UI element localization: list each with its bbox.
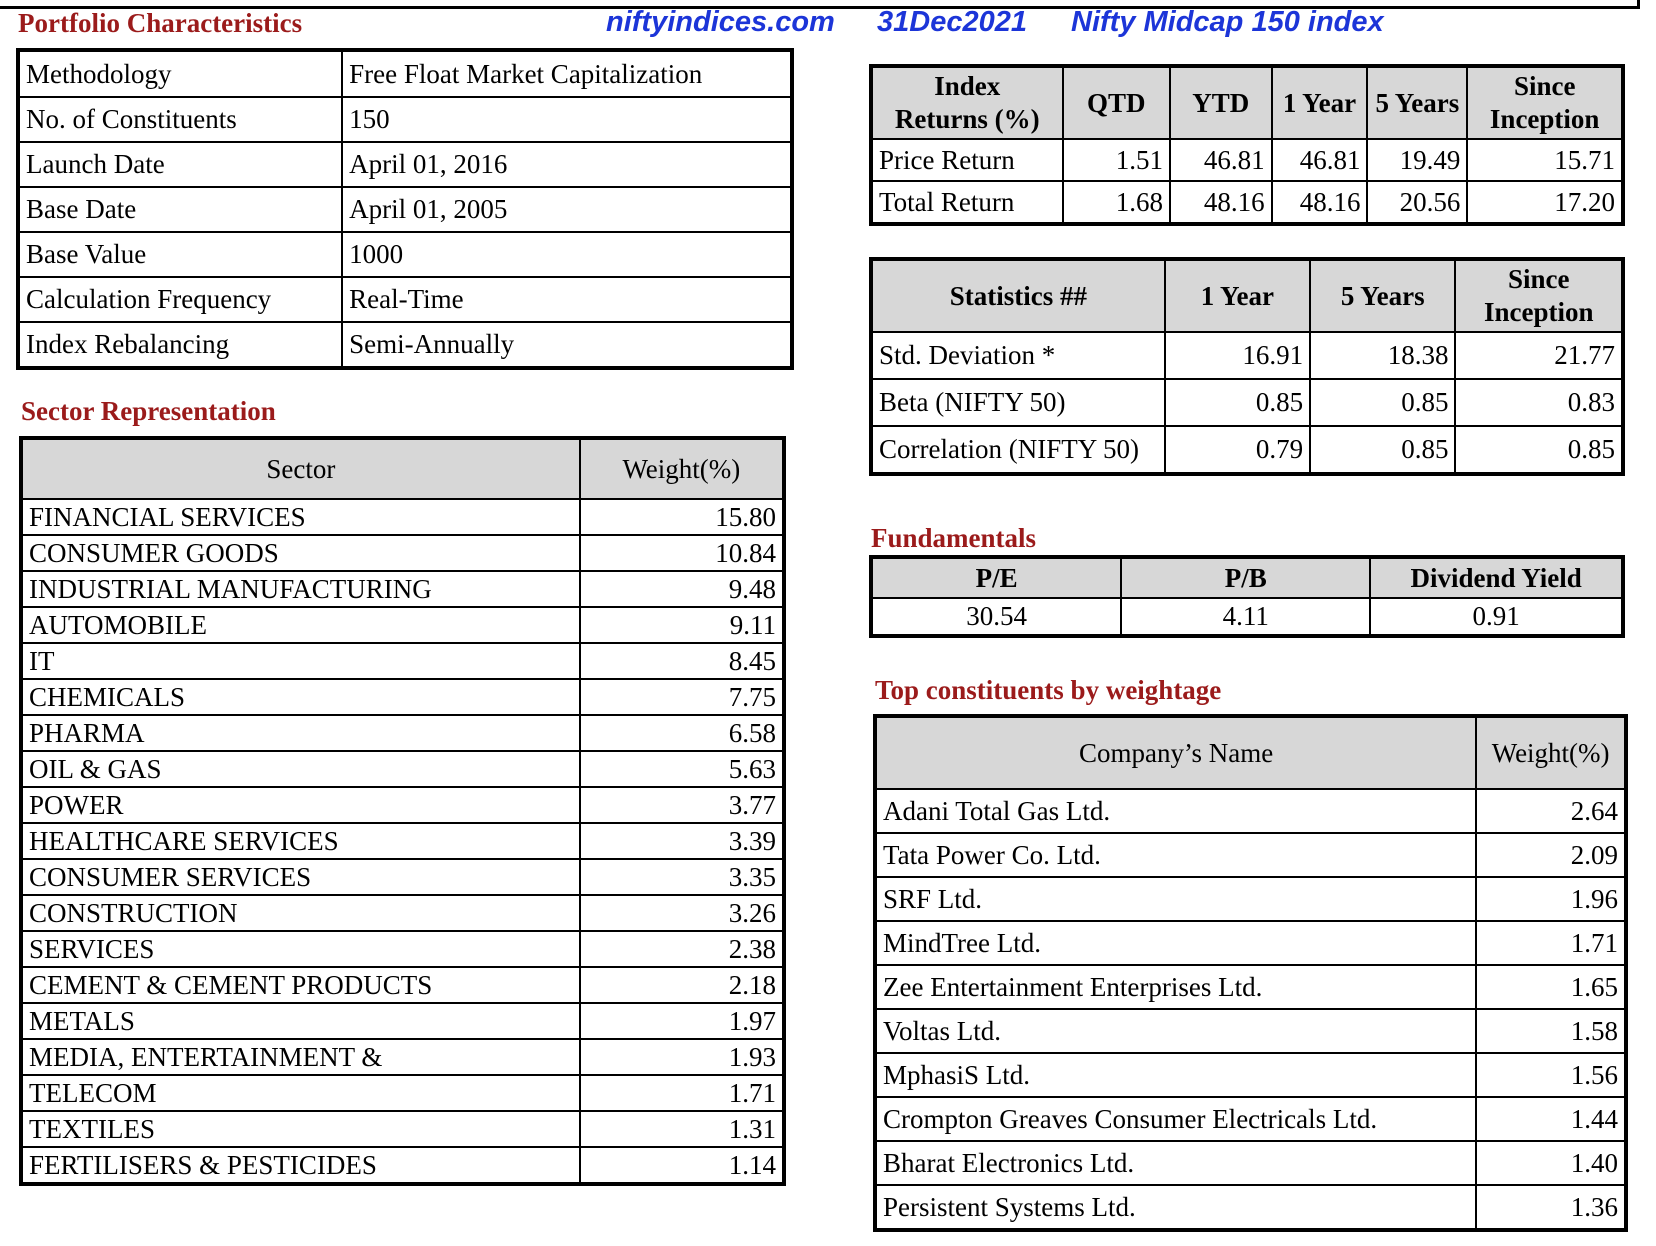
sector-name: OIL & GAS [22, 751, 580, 787]
company-weight: 2.09 [1476, 833, 1625, 877]
portfolio-value: 150 [342, 97, 791, 142]
constituent-row [876, 1053, 1625, 1097]
sector-weight: 1.93 [580, 1039, 783, 1075]
company-name: Bharat Electronics Ltd. [876, 1141, 1476, 1185]
sector-name: IT [22, 643, 580, 679]
stats-value: 0.85 [1310, 379, 1455, 426]
stats-label: Std. Deviation * [872, 332, 1165, 379]
stats-row [872, 426, 1622, 473]
portfolio-value: Free Float Market Capitalization [342, 51, 791, 97]
index-name: Nifty Midcap 150 index [1071, 6, 1384, 38]
portfolio-label: Methodology [19, 51, 342, 97]
fund-col-dividend-yield: Dividend Yield [1370, 558, 1622, 598]
col-since-inception: Since Inception [1467, 67, 1622, 139]
sector-weight: 1.31 [580, 1111, 783, 1147]
fundamentals-title: Fundamentals [871, 523, 1037, 553]
company-weight: 1.65 [1476, 965, 1625, 1009]
sector-name: AUTOMOBILE [22, 607, 580, 643]
col-qtd: QTD [1063, 67, 1170, 139]
sector-weight: 3.77 [580, 787, 783, 823]
sector-name: FERTILISERS & PESTICIDES [22, 1147, 580, 1183]
returns-value: 17.20 [1467, 181, 1622, 223]
sector-weight: 2.38 [580, 931, 783, 967]
sector-name: CONSTRUCTION [22, 895, 580, 931]
sector-row [22, 895, 783, 931]
returns-value: 48.16 [1170, 181, 1272, 223]
sector-weight: 1.71 [580, 1075, 783, 1111]
sector-weight: 3.35 [580, 859, 783, 895]
portfolio-row [19, 277, 791, 322]
portfolio-value: Semi-Annually [342, 322, 791, 367]
portfolio-row [19, 97, 791, 142]
returns-value: 46.81 [1272, 139, 1368, 181]
company-weight: 1.36 [1476, 1185, 1625, 1229]
stats-value: 0.85 [1310, 426, 1455, 473]
company-weight: 1.44 [1476, 1097, 1625, 1141]
sector-name: FINANCIAL SERVICES [22, 499, 580, 535]
col-ytd: YTD [1170, 67, 1272, 139]
report-date: 31Dec2021 [877, 6, 1027, 38]
fund-value-dividend-yield: 0.91 [1370, 598, 1622, 635]
const-weight-col-header: Weight(%) [1476, 717, 1625, 789]
constituents-table [875, 716, 1626, 1230]
sector-row [22, 571, 783, 607]
sector-name: PHARMA [22, 715, 580, 751]
fund-col-pb: P/B [1121, 558, 1370, 598]
stats-value: 0.79 [1165, 426, 1310, 473]
stats-value: 21.77 [1455, 332, 1622, 379]
fundamentals-table [871, 557, 1623, 636]
portfolio-row [19, 187, 791, 232]
returns-value: 48.16 [1272, 181, 1368, 223]
sector-weight: 5.63 [580, 751, 783, 787]
company-name: Tata Power Co. Ltd. [876, 833, 1476, 877]
portfolio-label: Base Value [19, 232, 342, 277]
sector-row [22, 1039, 783, 1075]
portfolio-label: Calculation Frequency [19, 277, 342, 322]
sector-row [22, 499, 783, 535]
sector-name: SERVICES [22, 931, 580, 967]
sector-row [22, 1111, 783, 1147]
stats-value: 18.38 [1310, 332, 1455, 379]
returns-row [872, 181, 1622, 223]
sector-weight: 8.45 [580, 643, 783, 679]
returns-value: 46.81 [1170, 139, 1272, 181]
stats-col-1year: 1 Year [1165, 260, 1310, 332]
stats-col-since-inception: Since Inception [1455, 260, 1622, 332]
weight-col-header: Weight(%) [580, 439, 783, 499]
sector-row [22, 715, 783, 751]
sector-weight: 3.39 [580, 823, 783, 859]
returns-label: Total Return [872, 181, 1063, 223]
company-name: SRF Ltd. [876, 877, 1476, 921]
col-5years: 5 Years [1367, 67, 1467, 139]
sector-weight: 6.58 [580, 715, 783, 751]
constituent-row [876, 1097, 1625, 1141]
constituent-row [876, 1141, 1625, 1185]
company-name: MindTree Ltd. [876, 921, 1476, 965]
sector-row [22, 1075, 783, 1111]
sector-weight: 9.11 [580, 607, 783, 643]
portfolio-value: April 01, 2005 [342, 187, 791, 232]
portfolio-value: Real-Time [342, 277, 791, 322]
sector-table [21, 438, 784, 1184]
company-weight: 1.40 [1476, 1141, 1625, 1185]
portfolio-title: Portfolio Characteristics [18, 8, 303, 38]
stats-value: 0.85 [1165, 379, 1310, 426]
portfolio-row [19, 322, 791, 367]
stats-label: Correlation (NIFTY 50) [872, 426, 1165, 473]
company-name: Voltas Ltd. [876, 1009, 1476, 1053]
sector-row [22, 787, 783, 823]
sector-title: Sector Representation [21, 396, 276, 426]
company-weight: 1.71 [1476, 921, 1625, 965]
statistics-table [871, 259, 1623, 474]
sector-name: TEXTILES [22, 1111, 580, 1147]
sector-row [22, 859, 783, 895]
portfolio-label: Base Date [19, 187, 342, 232]
sector-row [22, 931, 783, 967]
sector-row [22, 643, 783, 679]
sector-name: CEMENT & CEMENT PRODUCTS [22, 967, 580, 1003]
sector-row [22, 1003, 783, 1039]
returns-header: Index Returns (%) [872, 67, 1063, 139]
site-name: niftyindices.com [606, 6, 835, 38]
sector-row [22, 751, 783, 787]
returns-row [872, 139, 1622, 181]
returns-value: 1.51 [1063, 139, 1170, 181]
sector-name: INDUSTRIAL MANUFACTURING [22, 571, 580, 607]
company-weight: 1.58 [1476, 1009, 1625, 1053]
sector-row [22, 1147, 783, 1183]
company-name: Adani Total Gas Ltd. [876, 789, 1476, 833]
col-1year: 1 Year [1272, 67, 1368, 139]
returns-value: 15.71 [1467, 139, 1622, 181]
portfolio-row [19, 142, 791, 187]
sector-weight: 1.97 [580, 1003, 783, 1039]
sector-row [22, 823, 783, 859]
fund-value-pb: 4.11 [1121, 598, 1370, 635]
constituent-row [876, 1185, 1625, 1229]
company-weight: 1.56 [1476, 1053, 1625, 1097]
stats-row [872, 379, 1622, 426]
sector-name: POWER [22, 787, 580, 823]
returns-table [871, 66, 1623, 224]
portfolio-label: No. of Constituents [19, 97, 342, 142]
constituent-row [876, 921, 1625, 965]
sector-weight: 10.84 [580, 535, 783, 571]
constituent-row [876, 789, 1625, 833]
sector-weight: 3.26 [580, 895, 783, 931]
stats-value: 0.85 [1455, 426, 1622, 473]
sector-row [22, 679, 783, 715]
sector-col-header: Sector [22, 439, 580, 499]
company-name: Crompton Greaves Consumer Electricals Ltd. [876, 1097, 1476, 1141]
sector-name: METALS [22, 1003, 580, 1039]
returns-value: 20.56 [1367, 181, 1467, 223]
constituent-row [876, 1009, 1625, 1053]
constituent-row [876, 965, 1625, 1009]
sector-name: CONSUMER SERVICES [22, 859, 580, 895]
fund-col-pe: P/E [872, 558, 1121, 598]
portfolio-label: Index Rebalancing [19, 322, 342, 367]
returns-value: 19.49 [1367, 139, 1467, 181]
stats-row [872, 332, 1622, 379]
company-weight: 1.96 [1476, 877, 1625, 921]
sector-weight: 15.80 [580, 499, 783, 535]
stats-header: Statistics ## [872, 260, 1165, 332]
company-name: MphasiS Ltd. [876, 1053, 1476, 1097]
sector-name: MEDIA, ENTERTAINMENT & [22, 1039, 580, 1075]
sector-name: CONSUMER GOODS [22, 535, 580, 571]
constituent-row [876, 833, 1625, 877]
portfolio-row [19, 51, 791, 97]
returns-value: 1.68 [1063, 181, 1170, 223]
fund-value-pe: 30.54 [872, 598, 1121, 635]
portfolio-row [19, 232, 791, 277]
stats-value: 0.83 [1455, 379, 1622, 426]
constituents-title: Top constituents by weightage [875, 675, 1222, 705]
sector-row [22, 607, 783, 643]
portfolio-value: April 01, 2016 [342, 142, 791, 187]
sector-name: TELECOM [22, 1075, 580, 1111]
sector-name: CHEMICALS [22, 679, 580, 715]
returns-label: Price Return [872, 139, 1063, 181]
sector-row [22, 535, 783, 571]
company-weight: 2.64 [1476, 789, 1625, 833]
sector-name: HEALTHCARE SERVICES [22, 823, 580, 859]
company-col-header: Company’s Name [876, 717, 1476, 789]
company-name: Persistent Systems Ltd. [876, 1185, 1476, 1229]
sector-weight: 9.48 [580, 571, 783, 607]
stats-label: Beta (NIFTY 50) [872, 379, 1165, 426]
sector-weight: 1.14 [580, 1147, 783, 1183]
stats-col-5years: 5 Years [1310, 260, 1455, 332]
portfolio-value: 1000 [342, 232, 791, 277]
constituent-row [876, 877, 1625, 921]
sector-row [22, 967, 783, 1003]
portfolio-table [18, 50, 792, 368]
sector-weight: 2.18 [580, 967, 783, 1003]
stats-value: 16.91 [1165, 332, 1310, 379]
company-name: Zee Entertainment Enterprises Ltd. [876, 965, 1476, 1009]
portfolio-label: Launch Date [19, 142, 342, 187]
sector-weight: 7.75 [580, 679, 783, 715]
